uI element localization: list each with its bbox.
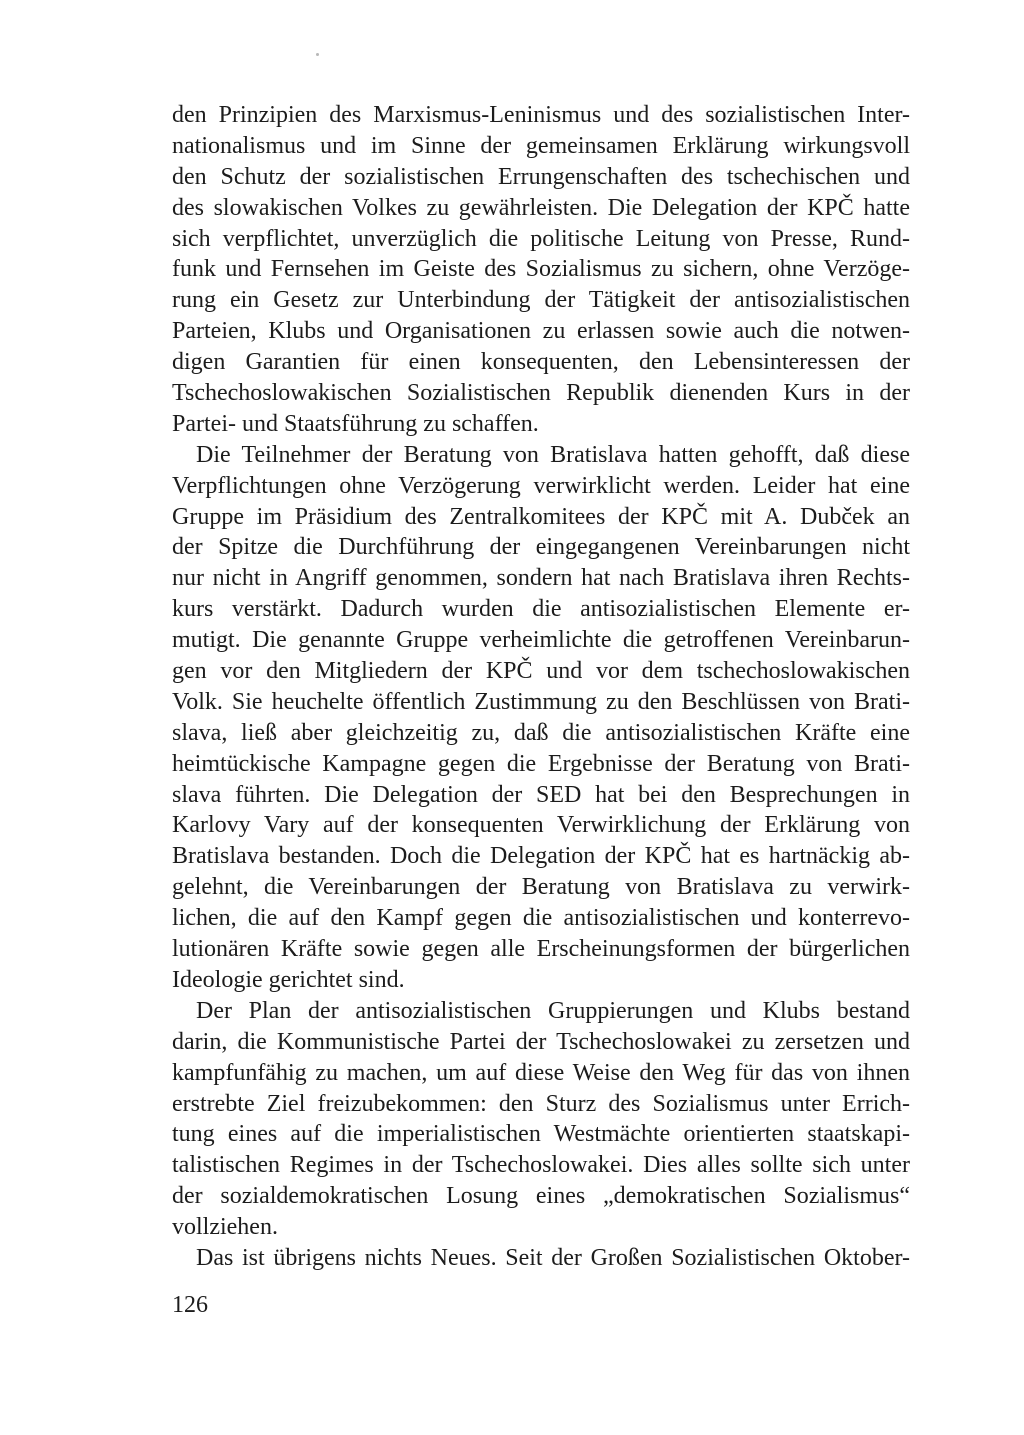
text-line: erstrebte Ziel freizubekommen: den Sturz des Sozialismus unter Errich- (172, 1090, 910, 1117)
text-line: Bratislava bestanden. Doch die Delegation der KPČ hat es hartnäckig ab- (172, 843, 910, 870)
text-line: den Schutz der sozialistischen Errungenschaften des tschechischen und (172, 163, 910, 190)
text-line: vollziehen. (172, 1214, 278, 1241)
text-line: der sozialdemokratischen Losung eines „demokratischen Sozialismus“ (172, 1183, 910, 1210)
text-line: slava, ließ aber gleichzeitig zu, daß die antisozialistischen Kräfte eine (172, 719, 910, 746)
text-line: digen Garantien für einen konsequenten, den Lebensinteressen der (172, 349, 910, 376)
paragraph (172, 1243, 910, 1274)
text-line: Der Plan der antisozialistischen Gruppierungen und Klubs bestand (196, 997, 910, 1024)
text-line: Die Teilnehmer der Beratung von Bratislava hatten gehofft, daß diese (196, 441, 910, 468)
text-line: nationalismus und im Sinne der gemeinsamen Erklärung wirkungsvoll (172, 132, 910, 159)
text-line: sich verpflichtet, unverzüglich die politische Leitung von Presse, Rund- (172, 225, 910, 252)
page-number: 126 (172, 1292, 208, 1318)
text-line: Das ist übrigens nichts Neues. Seit der Großen Sozialistischen Oktober- (196, 1244, 910, 1271)
text-line: gen vor den Mitgliedern der KPČ und vor dem tschechoslowakischen (172, 658, 910, 685)
text-line: funk und Fernsehen im Geiste des Sozialismus zu sichern, ohne Verzöge- (172, 256, 910, 283)
text-line: Ideologie gerichtet sind. (172, 966, 405, 993)
text-line: Karlovy Vary auf der konsequenten Verwirklichung der Erklärung von (172, 812, 910, 839)
text-line: heimtückische Kampagne gegen die Ergebnisse der Beratung von Brati- (172, 750, 910, 777)
text-line: lichen, die auf den Kampf gegen die antisozialistischen und konterrevo- (172, 905, 910, 932)
text-line: lutionären Kräfte sowie gegen alle Erscheinungsformen der bürgerlichen (172, 936, 910, 963)
paragraph (172, 996, 910, 1243)
text-line: mutigt. Die genannte Gruppe verheimlichte die getroffenen Vereinbarun- (172, 627, 910, 654)
print-speck (316, 53, 319, 56)
text-line: kurs verstärkt. Dadurch wurden die antisozialistischen Elemente er- (172, 596, 910, 623)
text-line: der Spitze die Durchführung der eingegangenen Vereinbarungen nicht (172, 534, 910, 561)
text-line: nur nicht in Angriff genommen, sondern hat nach Bratislava ihren Rechts- (172, 565, 910, 592)
text-line: Gruppe im Präsidium des Zentralkomitees der KPČ mit A. Dubček an (172, 503, 910, 530)
text-line: darin, die Kommunistische Partei der Tschechoslowakei zu zersetzen und (172, 1028, 910, 1055)
text-line: tung eines auf die imperialistischen Westmächte orientierten staatskapi- (172, 1121, 910, 1148)
text-line: slava führten. Die Delegation der SED hat bei den Besprechungen in (172, 781, 910, 808)
paragraph (172, 100, 910, 440)
text-line: Parteien, Klubs und Organisationen zu erlassen sowie auch die notwen- (172, 318, 910, 345)
text-line: des slowakischen Volkes zu gewährleisten. Die Delegation der KPČ hatte (172, 194, 910, 221)
text-line: kampfunfähig zu machen, um auf diese Weise den Weg für das von ihnen (172, 1059, 910, 1086)
text-line: Tschechoslowakischen Sozialistischen Republik dienenden Kurs in der (172, 380, 910, 407)
text-line: den Prinzipien des Marxismus-Leninismus und des sozialistischen Inter- (172, 102, 910, 128)
text-line: Verpflichtungen ohne Verzögerung verwirklicht werden. Leider hat eine (172, 472, 910, 499)
text-line: gelehnt, die Vereinbarungen der Beratung von Bratislava zu verwirk- (172, 874, 910, 901)
text-line: Partei- und Staatsführung zu schaffen. (172, 410, 539, 437)
body-text (172, 100, 910, 1274)
paragraph (172, 440, 910, 996)
text-line: rung ein Gesetz zur Unterbindung der Tätigkeit der antisozialistischen (172, 287, 910, 314)
text-line: talistischen Regimes in der Tschechoslowakei. Dies alles sollte sich unter (172, 1152, 910, 1179)
text-line: Volk. Sie heuchelte öffentlich Zustimmung zu den Beschlüssen von Brati- (172, 688, 910, 715)
